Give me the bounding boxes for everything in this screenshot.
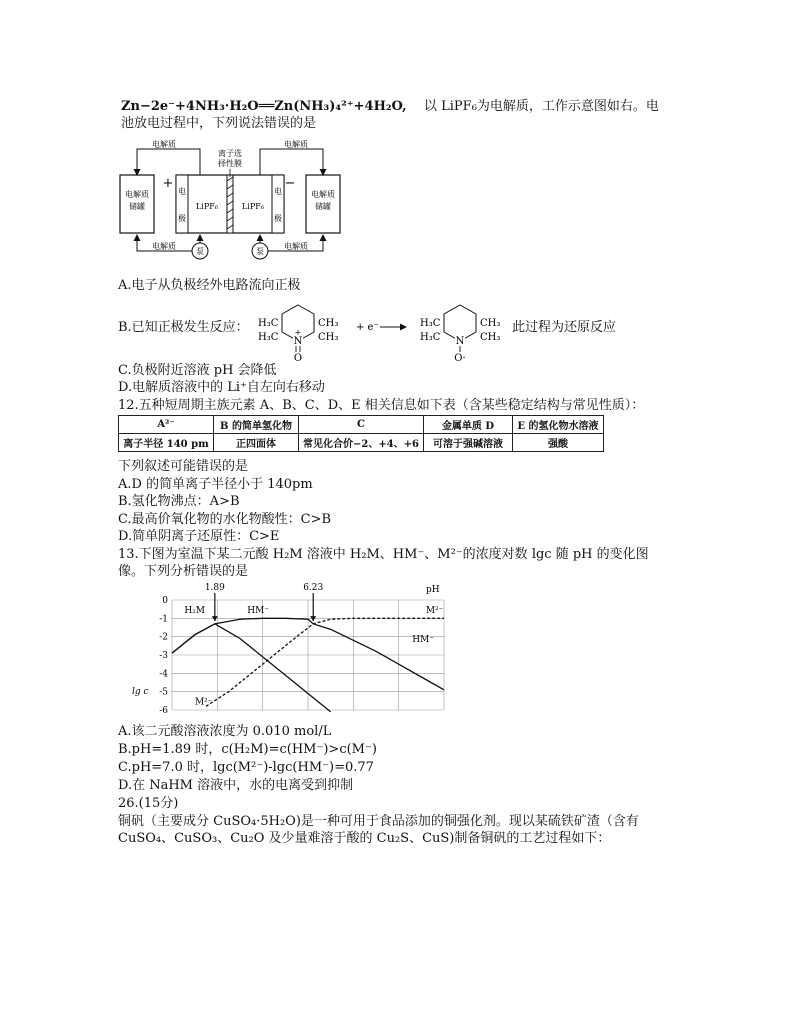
q11-option-a: A.电子从负极经外电路流向正极	[118, 278, 301, 293]
q13-option-c: C.pH=7.0 时，lgc(M²⁻)-lgc(HM⁻)=0.77	[118, 760, 374, 775]
series-label: H₂M	[184, 605, 206, 616]
table-cell: 正四面体	[214, 434, 299, 452]
reactant-ch3-top: CH₃	[318, 318, 339, 329]
left-electrode	[176, 175, 188, 233]
right-tank-label-2: 储罐	[315, 202, 331, 211]
series-label: M²⁻	[194, 697, 213, 708]
right-top-flow	[260, 149, 323, 175]
membrane-label-2: 择性膜	[218, 159, 242, 168]
y-tick-label: -6	[159, 706, 168, 716]
series-label: M²⁻	[425, 605, 444, 616]
table-cell: 强酸	[513, 434, 604, 452]
left-pump-label: 泵	[196, 247, 204, 256]
reactant-oxygen: O	[293, 353, 303, 363]
table-cell: 可溶于强碱溶液	[424, 434, 513, 452]
y-tick-label: -4	[159, 669, 168, 680]
negative-terminal: −	[284, 176, 296, 191]
q12-option-b: B.氢化物沸点：A>B	[118, 494, 240, 509]
left-electrode-char-2: 极	[178, 214, 186, 223]
product-h3c-top: H₃C	[420, 318, 441, 329]
q13-stem-line2: 像。下列分析错误的是	[118, 564, 249, 579]
q12-option-a: A.D 的简单离子半径小于 140pm	[118, 477, 313, 492]
q26-line2: CuSO₄、CuSO₃、Cu₂O 及少量难溶于酸的 Cu₂S、CuS)制备铜矾的工艺过程如下：	[118, 831, 611, 846]
table-header-cell: 金属单质 D	[424, 416, 513, 434]
annotation-label: 6.23	[303, 583, 324, 593]
reactant-h3c-top: H₃C	[258, 318, 279, 329]
right-electrode-char-1: 电	[274, 187, 282, 196]
series-line	[206, 618, 444, 706]
q13-stem-line1: 13.下图为室温下某二元酸 H₂M 溶液中 H₂M、HM⁻、M²⁻的浓度对数 lgc 随 pH 的变化图	[118, 547, 649, 562]
table-cell: 离子半径 140 pm	[119, 434, 214, 452]
y-tick-label: -1	[159, 614, 168, 625]
right-top-flow-label: 电解质	[284, 140, 308, 149]
reactant-h3c-bottom: H₃C	[258, 332, 279, 343]
y-tick-label: 0	[162, 596, 168, 606]
reactant-nitrogen: N	[293, 336, 303, 347]
table-header-cell: E 的氢化物水溶液	[513, 416, 604, 434]
battery-equation: Zn−2e⁻+4NH₃·H₂O══Zn(NH₃)₄²⁺+4H₂O,	[121, 99, 407, 114]
y-axis-label: lg c	[132, 687, 149, 697]
reactant-ch3-bottom: CH₃	[318, 332, 339, 343]
x-axis-label: pH	[426, 585, 440, 595]
table-header-cell: B 的简单氢化物	[214, 416, 299, 434]
table-header-row	[119, 416, 604, 434]
y-tick-label: -2	[159, 632, 168, 643]
product-h3c-bottom: H₃C	[420, 332, 441, 343]
q26-line1: 铜矾（主要成分 CuSO₄·5H₂O)是一种可用于食品添加的铜强化剂。现以某硫铁矿渣（含有	[118, 814, 639, 829]
q13-option-b: B.pH=1.89 时，c(H₂M)=c(HM⁻)>c(M⁻)	[118, 742, 377, 757]
series-label: HM⁻	[412, 635, 435, 646]
product-nitrogen: N	[455, 336, 465, 347]
plus-electron: + e⁻	[356, 322, 379, 333]
q12-info-table	[118, 415, 604, 452]
product-ch3-top: CH₃	[480, 318, 501, 329]
right-electrolyte-label: LiPF₆	[241, 202, 265, 211]
right-tank-label-1: 电解质	[311, 190, 335, 199]
right-pump-label: 泵	[256, 247, 264, 256]
series-label: HM⁻	[247, 605, 270, 616]
left-electrolyte-label: LiPF₆	[195, 202, 219, 211]
lgc-ph-chart	[130, 580, 450, 720]
membrane-label-1: 离子选	[218, 149, 242, 158]
left-bottom-flow-label: 电解质	[152, 242, 176, 251]
q26-heading: 26.(15分)	[118, 796, 179, 811]
q11-option-c: C.负极附近溶液 pH 会降低	[118, 363, 277, 378]
left-top-flow	[137, 149, 200, 175]
flow-battery-diagram	[118, 139, 378, 265]
right-electrode	[272, 175, 284, 233]
y-tick-label: -5	[159, 687, 168, 698]
table-header-cell: C	[299, 416, 424, 434]
left-electrode-char-1: 电	[178, 187, 186, 196]
q13-option-d: D.在 NaHM 溶液中，水的电离受到抑制	[118, 778, 354, 793]
product-ch3-bottom: CH₃	[480, 332, 501, 343]
q12-option-c: C.最高价氧化物的水化物酸性：C>B	[118, 512, 332, 527]
y-tick-labels	[159, 596, 168, 716]
left-tank-label-2: 储罐	[129, 202, 145, 211]
product-oxygen-radical: O·	[454, 353, 466, 363]
y-tick-label: -3	[159, 651, 168, 661]
tempo-reduction-reaction	[248, 297, 510, 363]
q12-prompt: 下列叙述可能错误的是	[118, 459, 249, 474]
table-cell: 常见化合价−2、+4、+6	[299, 434, 424, 452]
q11-option-b-suffix: 此过程为还原反应	[512, 320, 617, 335]
annotation-label: 1.89	[204, 583, 225, 593]
q11-stem-line2: 池放电过程中，下列说法错误的是	[121, 116, 317, 131]
right-bottom-flow-label: 电解质	[284, 242, 308, 251]
q12-option-d: D.简单阴离子还原性：C>E	[118, 529, 280, 544]
right-electrode-char-2: 极	[274, 214, 282, 223]
table-header-cell: A²⁻	[119, 416, 214, 434]
q11-option-d: D.电解质溶液中的 Li⁺自左向右移动	[118, 380, 325, 395]
positive-terminal: +	[162, 176, 174, 191]
reactant-charge: +	[294, 328, 302, 337]
q11-stem-tail: 以 LiPF₆为电解质，工作示意图如右。电	[424, 99, 659, 114]
left-tank-label-1: 电解质	[125, 190, 149, 199]
q12-stem: 12.五种短周期主族元素 A、B、C、D、E 相关信息如下表（含某些稳定结构与常见性质）：	[118, 398, 645, 413]
q11-option-b-prefix: B.已知正极发生反应：	[118, 320, 249, 335]
left-top-flow-label: 电解质	[152, 140, 176, 149]
q13-option-a: A.该二元酸溶液浓度为 0.010 mol/L	[118, 724, 332, 739]
table-row	[119, 434, 604, 452]
